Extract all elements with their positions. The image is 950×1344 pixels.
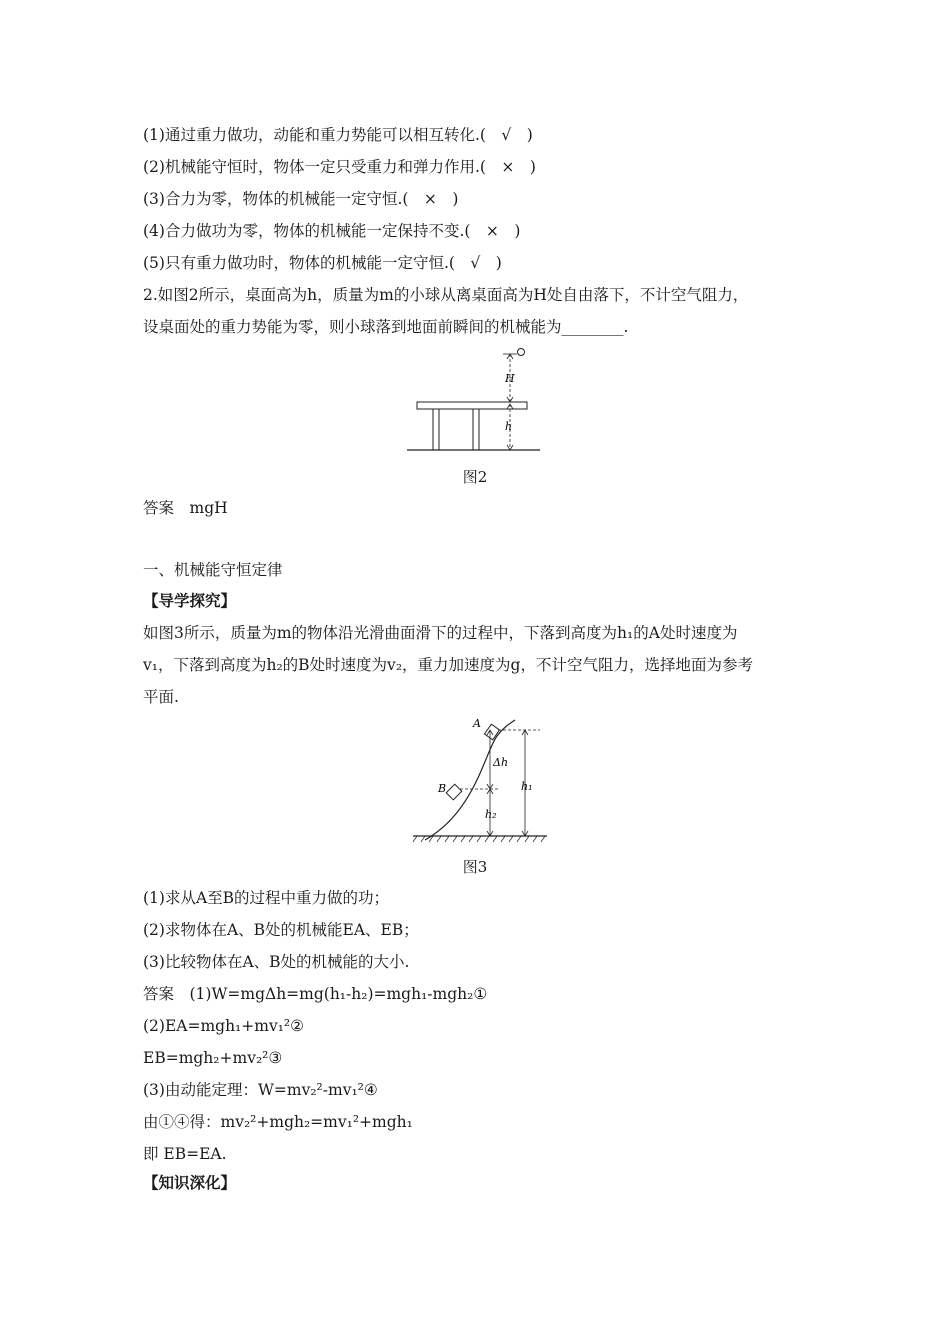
label-B: B: [438, 782, 447, 795]
answer-line-1: 答案 (1)W=mgΔh=mg(h₁-h₂)=mgh₁-mgh₂①: [143, 985, 488, 1003]
judgment-4: (4)合力做功为零，物体的机械能一定保持不变.( × ): [143, 222, 521, 240]
intro-line-3: 平面.: [143, 688, 179, 706]
answer-line-5: 由①④得：mv₂²+mgh₂=mv₁²+mgh₁: [143, 1113, 413, 1131]
intro-line-2: v₁，下落到高度为h₂的B处时速度为v₂，重力加速度为g，不计空气阻力，选择地面为参考: [143, 656, 753, 674]
question-1: (1)求从A至B的过程中重力做的功；: [143, 889, 390, 907]
label-H: H: [505, 372, 515, 385]
judgment-5: (5)只有重力做功时，物体的机械能一定守恒.( √ ): [143, 254, 502, 272]
judgment-2: (2)机械能守恒时，物体一定只受重力和弹力作用.( × ): [143, 158, 536, 176]
label-h1: h₁: [521, 780, 533, 793]
judgment-3: (3)合力为零，物体的机械能一定守恒.( × ): [143, 190, 459, 208]
answer-line-4: (3)由动能定理：W=mv₂²-mv₁²④: [143, 1081, 378, 1099]
question-3: (3)比较物体在A、B处的机械能的大小.: [143, 953, 410, 971]
judgment-1: (1)通过重力做功，动能和重力势能可以相互转化.( √ ): [143, 126, 533, 144]
question2-answer: 答案 mgH: [143, 499, 228, 517]
question2-line2: 设桌面处的重力势能为零，则小球落到地面前瞬间的机械能为________.: [143, 318, 629, 336]
figure-2-table-ball: [405, 342, 545, 458]
section-title: 一、机械能守恒定律: [143, 561, 283, 579]
figure-3-curved-slope: [405, 712, 555, 850]
question2-line1: 2.如图2所示，桌面高为h，质量为m的小球从离桌面高为H处自由落下，不计空气阻力，: [143, 286, 749, 304]
answer-line-2: (2)EA=mgh₁+mv₁²②: [143, 1017, 305, 1035]
figure-2-caption: 图2: [462, 468, 488, 486]
label-A: A: [473, 717, 481, 730]
answer-line-6: 即 EB=EA.: [143, 1145, 227, 1163]
figure-3-caption: 图3: [462, 858, 488, 876]
deepen-heading: 【知识深化】: [143, 1173, 237, 1192]
intro-line-1: 如图3所示，质量为m的物体沿光滑曲面滑下的过程中，下落到高度为h₁的A处时速度为: [143, 624, 738, 642]
guide-heading: 【导学探究】: [143, 591, 237, 610]
question-2: (2)求物体在A、B处的机械能EA、EB；: [143, 921, 419, 939]
label-dh: Δh: [493, 756, 509, 769]
answer-line-3: EB=mgh₂+mv₂²③: [143, 1049, 283, 1067]
label-h2: h₂: [485, 808, 497, 821]
label-h: h: [505, 420, 513, 433]
